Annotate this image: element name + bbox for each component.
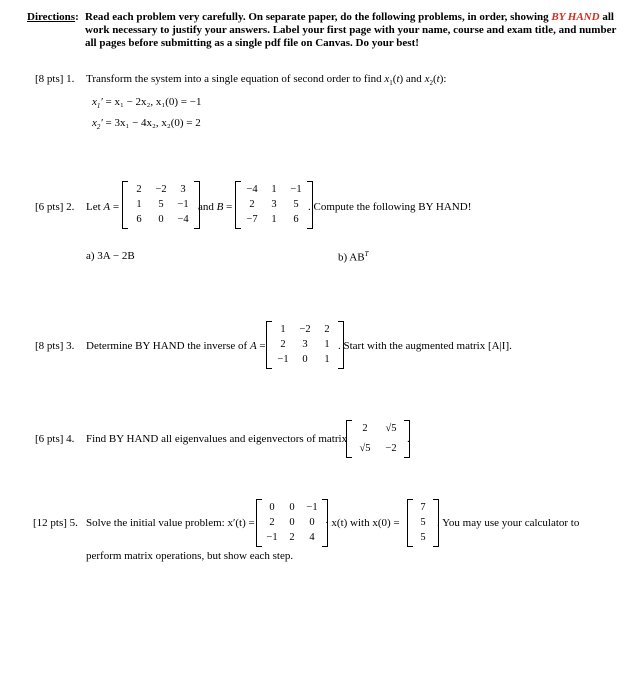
p4-matrix: 2 √5 √5 −2 xyxy=(346,420,410,458)
p5-points: [12 pts] 5. xyxy=(33,517,78,529)
p2-matrix-a: 2 −2 3 1 5 −1 6 0 −4 xyxy=(122,181,200,229)
p2-let: Let A = xyxy=(86,201,120,213)
p3-tail: . Start with the augmented matrix [A|I]. xyxy=(338,340,512,352)
p5-tail: . You may use your calculator to xyxy=(437,517,580,529)
p4-text: Find BY HAND all eigenvalues and eigenvectors of matrix xyxy=(86,433,348,445)
p5-matrix: 0 0 −1 2 0 0 −1 2 4 xyxy=(256,499,328,547)
p3-matrix-a: 1 −2 2 2 3 1 −1 0 1 xyxy=(266,321,344,369)
directions-heading: Directions: xyxy=(27,11,79,23)
directions-line-1: Read each problem very carefully. On separate paper, do the following problems, in order, showing BY HAND all xyxy=(85,11,614,23)
p5-line-2: perform matrix operations, but show each step. xyxy=(86,550,294,562)
p1-equation-1: $x_1' = x_1 - 2x_2$, x₁(0) = −1 xyxy=(92,96,202,111)
p1-text: Transform the system into a single equation of second order to find $x_1(t)$ and $x_2(t)$: xyxy=(86,73,447,88)
p2-matrix-b: −4 1 −1 2 3 5 −7 1 6 xyxy=(235,181,313,229)
p3-points: [8 pts] 3. xyxy=(35,340,75,352)
p2-tail: . Compute the following BY HAND! xyxy=(308,201,472,213)
p2-and-b: and B = xyxy=(198,201,233,213)
p5-vector: 7 5 5 xyxy=(407,499,439,547)
p1-points: [8 pts] 1. xyxy=(35,73,75,85)
p5-text: Solve the initial value problem: x′(t) = xyxy=(86,517,255,529)
directions-line-3: all pages before submitting as a single pdf file on Canvas. Do your best! xyxy=(85,37,419,49)
directions-line-2: work necessary to justify your answers. Label your first page with your name, course and exam title, and number xyxy=(85,24,617,36)
p4-period: . xyxy=(407,433,410,445)
p1-equation-2: $x_2' = 3x_1 - 4x_2$, x₂(0) = 2 xyxy=(92,117,201,132)
p2-part-b: b) $AB^T$ xyxy=(338,250,369,264)
p2-part-a: a) 3A − 2B xyxy=(86,250,135,262)
p5-mid: · x(t) with x(0) = xyxy=(325,517,400,529)
p4-points: [6 pts] 4. xyxy=(35,433,75,445)
p3-text: Determine BY HAND the inverse of A = xyxy=(86,340,266,352)
p2-points: [6 pts] 2. xyxy=(35,201,75,213)
